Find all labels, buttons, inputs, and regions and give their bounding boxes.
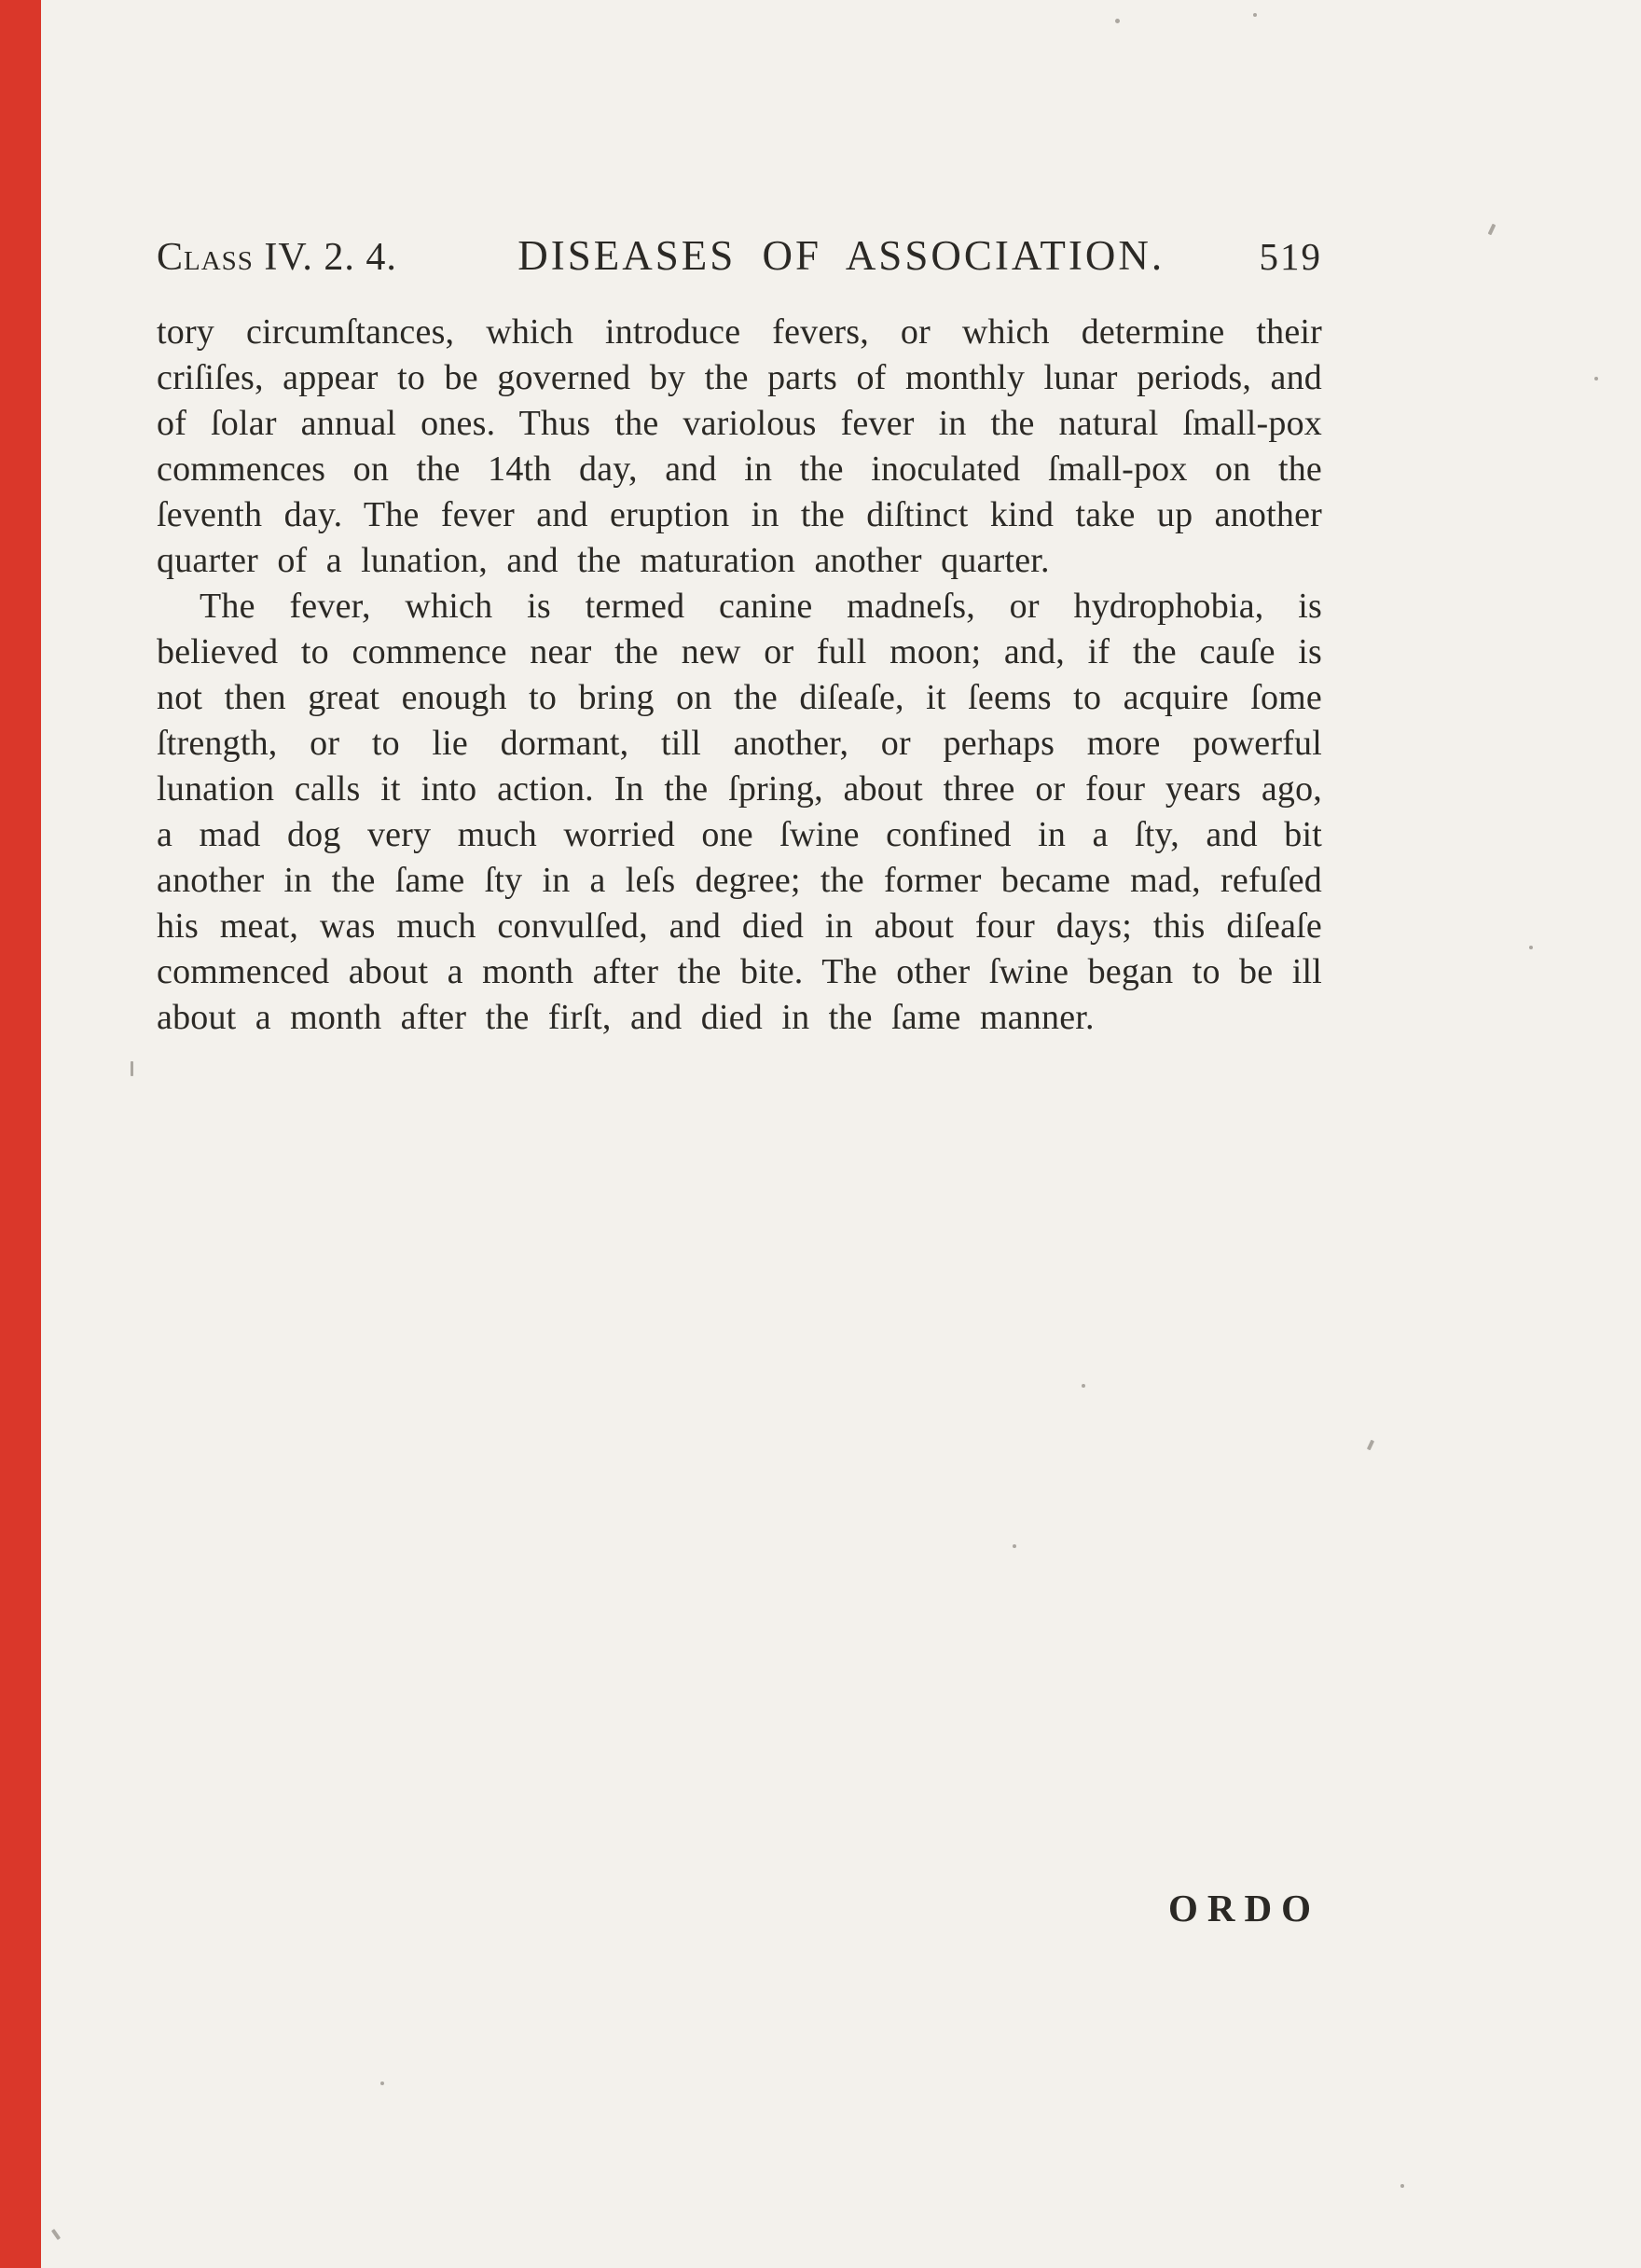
scan-speck	[1400, 2184, 1404, 2188]
scan-speck	[1488, 224, 1496, 236]
page-title: DISEASES OF ASSOCIATION.	[517, 232, 1165, 279]
scan-speck	[1594, 377, 1598, 380]
paragraph: tory circumſtances, which introduce fevers, or which determine their criſiſes, appear to be governed by the parts of monthly lunar periods, and of ſolar annual ones. Thus the variolous fever in the natural ſmall-pox commences on the 14th day, and in the inoculated ſmall-pox on the ſeventh day. The fever and eruption in the diſtinct kind take up another quarter of a lunation, and the maturation another quarter.	[157, 312, 1322, 580]
scan-speck	[1253, 13, 1257, 17]
class-label: Class IV. 2. 4.	[157, 236, 397, 279]
scan-speck	[1082, 1384, 1085, 1388]
scan-speck	[380, 2081, 384, 2085]
scan-speck	[1115, 19, 1120, 23]
paragraph: The fever, which is termed canine madneſs, or hydrophobia, is believed to commence near the new or full moon; and, if the cauſe is not then great enough to bring on the diſeaſe, it ſeems to acquire ſome ſtrength, or to lie dormant, till another, or perhaps more powerful lunation calls it into action. In the ſpring, about three or four years ago, a mad dog very much worried one ſwine confined in a ſty, and bit another in the ſame ſty in a leſs degree; the former became mad, refuſed his meat, was much convulſed, and died in about four days; this diſeaſe commenced about a month after the bite. The other ſwine began to be ill about a month after the firſt, and died in the ſame manner.	[157, 587, 1322, 1037]
scan-speck	[51, 2229, 61, 2240]
catchword: ORDO	[1168, 1887, 1320, 1929]
scan-edge-stripe	[0, 0, 41, 2268]
scan-speck	[1367, 1440, 1374, 1451]
scan-speck	[1529, 946, 1533, 949]
scan-speck	[131, 1061, 133, 1076]
scan-speck	[1013, 1544, 1016, 1548]
page-number: 519	[1259, 235, 1322, 278]
page-header	[157, 231, 1322, 280]
body-text	[157, 310, 1322, 1041]
